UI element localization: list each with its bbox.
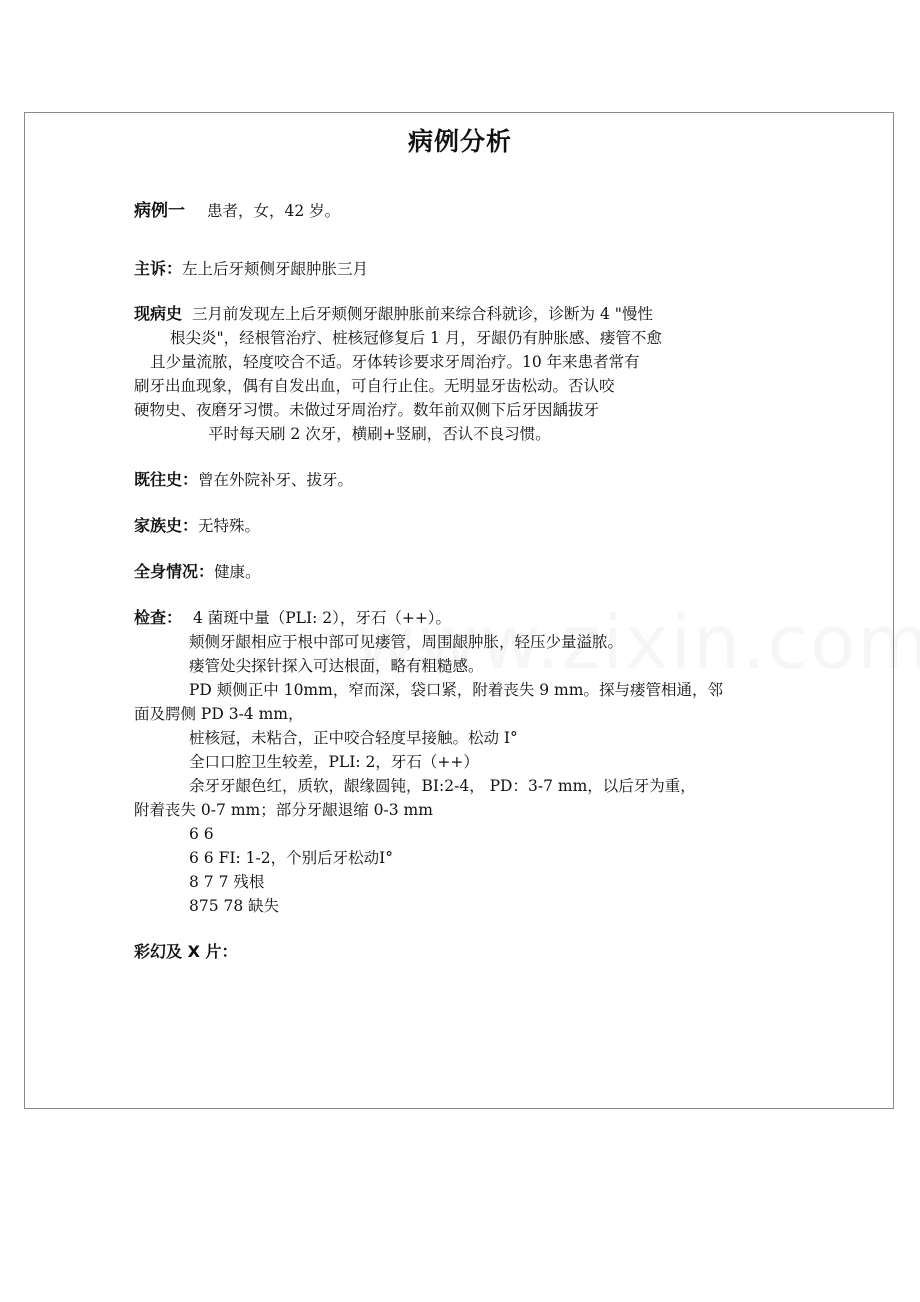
past-history-text: 曾在外院补牙、拔牙。	[198, 471, 354, 489]
exam-label: 检查：	[134, 608, 183, 627]
present-history-label: 现病史	[134, 304, 183, 323]
present-history-line-2: 根尖炎"，经根管治疗、桩核冠修复后 1 月，牙龈仍有肿胀感、瘘管不愈	[170, 329, 662, 347]
general-line	[134, 562, 261, 582]
exam-line-5: 面及腭侧 PD 3-4 mm，	[134, 705, 304, 723]
patient-info: 患者，女，42 岁。	[207, 202, 341, 220]
exam-line-2: 颊侧牙龈相应于根中部可见瘘管，周围龈肿胀，轻压少量溢脓。	[189, 633, 624, 651]
xray-line	[134, 942, 237, 962]
exam-line-3: 瘘管处尖探针探入可达根面，略有粗糙感。	[189, 657, 484, 675]
family-history-text: 无特殊。	[198, 517, 261, 535]
case-label: 病例一	[134, 201, 185, 221]
exam-line-10: 6 6	[189, 825, 214, 843]
exam-line-1	[134, 608, 451, 628]
present-history-line-6: 平时每天刷 2 次牙，横刷+竖刷，否认不良习惯。	[208, 425, 551, 443]
exam-line-13: 875 78 缺失	[189, 897, 280, 915]
exam-text: 4 菌斑中量（PLI: 2），牙石（++）。	[188, 609, 452, 627]
case-line	[134, 201, 340, 221]
general-label: 全身情况：	[134, 562, 215, 581]
complaint-line	[134, 259, 368, 279]
exam-line-8: 余牙牙龈色红，质软，龈缘圆钝，BI:2-4， PD：3-7 mm，以后牙为重，	[189, 777, 696, 795]
exam-line-7: 全口口腔卫生较差，PLI: 2，牙石（++）	[189, 753, 479, 771]
present-history-line-3: 且少量流脓，轻度咬合不适。牙体转诊要求牙周治疗。10 年来患者常有	[150, 353, 640, 371]
general-text: 健康。	[214, 563, 261, 581]
present-history-line-4: 刷牙出血现象，偶有自发出血，可自行止住。无明显牙齿松动。否认咬	[134, 377, 615, 395]
exam-line-11: 6 6 FI: 1-2，个别后牙松动Ⅰ°	[189, 849, 393, 867]
present-history-text: 三月前发现左上后牙颊侧牙龈肿胀前来综合科就诊，诊断为 4 "慢性	[192, 305, 653, 323]
family-history-line	[134, 516, 260, 536]
present-history-line-5: 硬物史、夜磨牙习惯。未做过牙周治疗。数年前双侧下后牙因龋拔牙	[134, 401, 600, 419]
exam-line-9: 附着丧失 0-7 mm；部分牙龈退缩 0-3 mm	[134, 801, 433, 819]
exam-line-4: PD 颊侧正中 10mm，窄而深，袋口紧，附着丧失 9 mm。探与瘘管相通，邻	[189, 681, 723, 699]
exam-line-6: 桩核冠，未粘合，正中咬合轻度早接触。松动 Ⅰ°	[189, 729, 518, 747]
complaint-text: 左上后牙颊侧牙龈肿胀三月	[182, 260, 369, 278]
present-history-line-1	[134, 304, 653, 324]
xray-label: 彩幻及 X 片：	[134, 942, 238, 961]
past-history-line	[134, 470, 353, 490]
past-history-label: 既往史：	[134, 470, 199, 489]
family-history-label: 家族史：	[134, 516, 199, 535]
page-title: 病例分析	[407, 127, 512, 156]
exam-line-12: 8 7 7 残根	[189, 873, 265, 891]
complaint-label: 主诉：	[134, 259, 183, 278]
